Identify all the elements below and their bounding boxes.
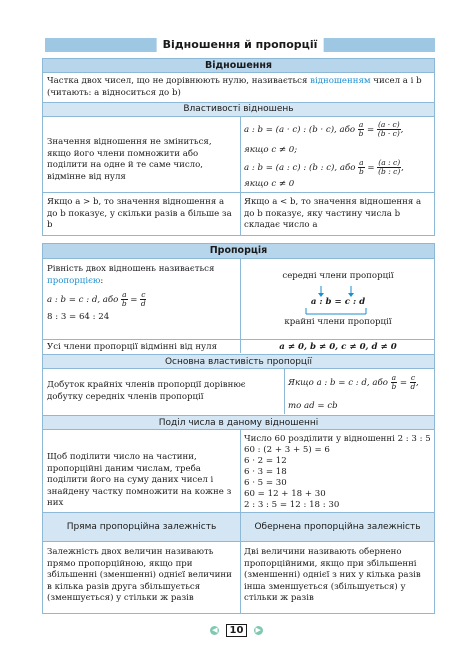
fraction-denominator: (b · c) [377, 129, 400, 138]
proportion-definition-pre: Рівність двох відношень називається [47, 264, 215, 274]
divide-example-line: 60 : (2 + 3 + 5) = 6 [244, 445, 330, 455]
middle-terms-label: середні члени пропорції [282, 271, 394, 281]
extreme-terms-label: крайні члени пропорції [284, 317, 392, 327]
page-number: 10 [226, 624, 248, 637]
fraction-numerator: a [391, 373, 397, 382]
fraction-a-b [121, 291, 127, 308]
fraction-numerator: (a : c) [378, 158, 401, 167]
divide-example-line: 6 · 5 = 30 [244, 478, 287, 488]
divider [43, 192, 434, 193]
main-property-formula: Якщо a : b = c : d, або $\frac{a}{b}$ = $\frac{c}{d}$ , [288, 373, 419, 391]
ratio-property-1-formula-2: a : b = (a : c) : (b : c), або $\frac{a}{b}$ = $\frac{(a : c)}{(b : c)}$ , [244, 158, 404, 176]
main-property-text: Добуток крайніх членів пропорції дорівнює добутку середніх членів пропорції [47, 380, 246, 402]
fraction-numerator: a [122, 290, 127, 299]
proportion-header: Пропорція [43, 244, 434, 259]
ratio-property-1-condition-1: якщо c ≠ 0; [244, 145, 298, 155]
page-title: Відношення й пропорції [157, 38, 324, 52]
divide-number-rule: Щоб поділити число на частини, пропорційні даним числам, треба поділити його на суму даних чисел і знайдену частку помножити на кожне з них [47, 452, 232, 508]
ratio-definition-pre: Частка двох чисел, що не дорівнюють нулю, називається [47, 76, 311, 86]
ratio-definition-term: відношенням [310, 76, 371, 86]
nonzero-rule-text: Усі члени пропорції відмінні від нуля [47, 342, 217, 352]
ratio-properties-header: Властивості відношень [43, 103, 434, 117]
ratio-definition [47, 76, 430, 99]
divider [43, 339, 434, 340]
divider [43, 541, 434, 542]
divide-example-line: 60 = 12 + 18 + 30 [244, 489, 326, 499]
proportion-expression: a : b = c : d [310, 297, 366, 307]
proportion-example: 8 : 3 = 64 : 24 [47, 312, 110, 322]
ratio-definition-post: чисел a і b (читають: a відноситься до b) [47, 76, 422, 98]
fraction-denominator: b [121, 299, 127, 308]
proportion-definition [47, 264, 237, 287]
ratio-property-1-formula-1: a : b = (a · c) : (b · c), або $\frac{a}{b}$ = $\frac{(a \cdot c)}{(b \cdot c)}$ , [244, 120, 404, 138]
fraction-denominator: b [358, 129, 364, 138]
ratio-header: Відношення [43, 59, 434, 73]
fraction-denominator: b [358, 167, 364, 176]
divide-number-header: Поділ числа в даному відношенні [43, 415, 434, 430]
column-divider [284, 369, 285, 414]
fraction-denominator: d [410, 382, 416, 391]
fraction-c-d [410, 374, 416, 391]
fraction-denominator: (b : c) [378, 167, 401, 176]
page-footer [0, 624, 473, 637]
main-property-formula-left: Якщо a : b = c : d, або [288, 378, 388, 388]
formula-1-left: a : b = (a · c) : (b · c), або [244, 125, 356, 135]
ratio-property-1-text: Значення відношення не зміниться, якщо його члени помножити або поділити на одне й те саме число, відмінне від нуля [47, 137, 212, 182]
proportion-definition-term: пропорцією [47, 275, 101, 286]
proportion-section [42, 243, 435, 614]
fraction-a-b [358, 121, 364, 138]
inverse-proportion-header: Обернена пропорційна залежність [241, 513, 434, 541]
fraction-ac-bc [377, 121, 401, 138]
proportion-formula-left: a : b = c : d, або [47, 295, 119, 305]
proportion-definition-post: : [100, 275, 104, 286]
ratio-property-2-right: Якщо a < b, то значення відношення a до b показує, яку частину числа b складає число a [244, 197, 422, 230]
column-divider [240, 339, 241, 353]
proportion-formula: a : b = c : d, або $\frac{a}{b}$ = $\frac{c}{d}$ [47, 290, 146, 308]
fraction-numerator: c [410, 373, 416, 382]
page-title-bar [45, 38, 435, 52]
fraction-numerator: c [141, 290, 146, 299]
divide-example-line: 2 : 3 : 5 = 12 : 18 : 30 [244, 500, 340, 510]
divide-number-example [244, 434, 432, 511]
formula-2-left: a : b = (a : c) : (b : c), або [244, 163, 356, 173]
fraction-numerator: (a · c) [377, 120, 400, 129]
divide-example-line: 6 · 3 = 18 [244, 467, 287, 477]
fraction-numerator: a [359, 158, 364, 167]
direct-proportion-header: Пряма пропорційна залежність [43, 513, 240, 541]
column-divider [240, 117, 241, 235]
column-divider [240, 430, 241, 512]
fraction-a-div-c [377, 159, 401, 176]
fraction-numerator: a [358, 120, 364, 129]
fraction-denominator: d [140, 299, 146, 308]
ratio-property-1-condition-2: якщо c ≠ 0 [244, 179, 295, 189]
fraction-denominator: b [391, 382, 397, 391]
nonzero-rule-formula: a ≠ 0, b ≠ 0, c ≠ 0, d ≠ 0 [279, 342, 397, 352]
fraction-a-b-2 [358, 159, 364, 176]
divide-example-line: 6 · 2 = 12 [244, 456, 287, 466]
direct-proportion-text: Залежність двох величин називають прямо пропорційною, якщо при збільшенні (зменшенні) однієї величини в кілька разів друга збільшується (зменшується) у стільки ж разів [47, 547, 232, 603]
divide-example-line: Число 60 розділити у відношенні 2 : 3 : 5 [244, 434, 431, 444]
inverse-proportion-text: Дві величини називають обернено пропорційними, якщо при збільшенні (зменшенні) однієї з них у кілька разів інша зменшується (збільшується) у стільки ж разів [244, 547, 421, 603]
fraction-a-b [391, 374, 397, 391]
ratio-section [42, 58, 435, 236]
fraction-c-d [140, 291, 146, 308]
main-property-header: Основна властивість пропорції [43, 354, 434, 369]
next-page-icon[interactable]: ▶ [255, 625, 261, 634]
previous-page-icon[interactable]: ◀ [212, 625, 218, 634]
ratio-property-2-left: Якщо a > b, то значення відношення a до b показує, у скільки разів a більше за b [47, 197, 232, 230]
main-property-result: то ad = cb [288, 401, 338, 411]
